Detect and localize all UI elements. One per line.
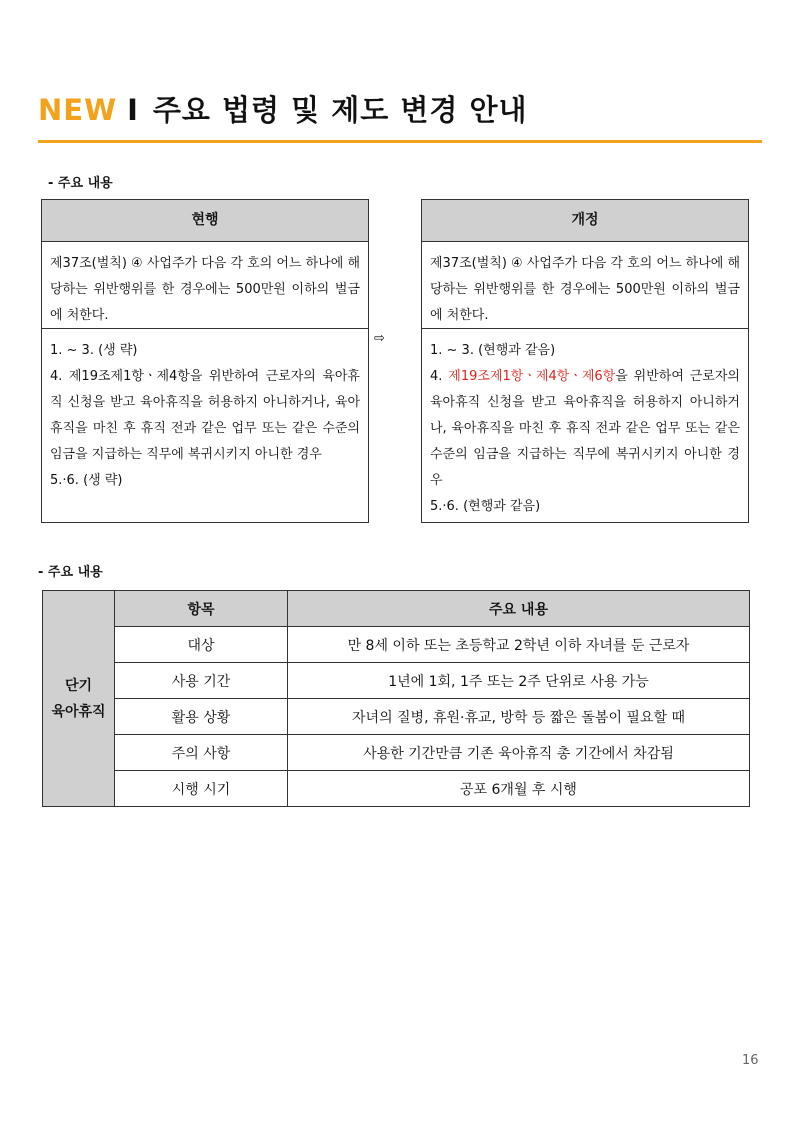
- current-item-4: 4. 제19조제1항ㆍ제4항을 위반하여 근로자의 육아휴직 신청을 받고 육아휴직을 허용하지 아니하거나, 육아휴직을 마친 후 휴직 전과 같은 업무 또는 같은 수준의 임금을 지급하는 직무에 복귀시키지 아니한 경우: [50, 369, 360, 462]
- table-header-row: [43, 591, 750, 627]
- arrow-icon: ⇨: [374, 331, 385, 346]
- row-content: 공포 6개월 후 시행: [288, 771, 750, 807]
- row-content: 1년에 1회, 1주 또는 2주 단위로 사용 가능: [288, 663, 750, 699]
- revised-article: 제37조(벌칙) ④ 사업주가 다음 각 호의 어느 하나에 해당하는 위반행위를 한 경우에는 500만원 이하의 벌금에 처한다.: [422, 242, 748, 329]
- title-text: 주요 법령 및 제도 변경 안내: [152, 93, 528, 127]
- table-row: [43, 663, 750, 699]
- title-underline: [38, 140, 762, 143]
- table-row: [43, 627, 750, 663]
- revised-law-box: [421, 199, 749, 523]
- section-label: - 주요 내용: [38, 565, 103, 580]
- revised-item-4: [430, 364, 740, 494]
- table-row: [43, 699, 750, 735]
- revised-item-4-rest: 을 위반하여 근로자의 육아휴직 신청을 받고 육아휴직을 허용하지 아니하거나, 육아휴직을 마친 후 휴직 전과 같은 업무 또는 같은 수준의 임금을 지급하는 직무에 복귀시키지 아니한 경우: [430, 369, 740, 488]
- current-law-box: [41, 199, 369, 523]
- section-label: - 주요 내용: [48, 176, 113, 191]
- current-article: 제37조(벌칙) ④ 사업주가 다음 각 호의 어느 하나에 해당하는 위반행위를 한 경우에는 500만원 이하의 벌금에 처한다.: [42, 242, 368, 329]
- current-heading: 현행: [42, 200, 368, 242]
- category-line-2: 육아휴직: [51, 703, 106, 720]
- revised-heading: 개정: [422, 200, 748, 242]
- new-badge: NEW: [38, 93, 118, 127]
- category-cell: [43, 591, 115, 807]
- short-term-leave-table: [42, 590, 750, 807]
- current-item-1-3: 1. ~ 3. (생 략): [50, 343, 138, 358]
- revised-highlight: 제19조제1항ㆍ제4항ㆍ제6항: [448, 369, 616, 384]
- column-header: 주요 내용: [288, 591, 750, 627]
- revised-item-4-prefix: 4.: [430, 369, 449, 384]
- revised-item-5-6: 5.·6. (현행과 같음): [430, 499, 541, 514]
- row-item: 활용 상황: [115, 699, 288, 735]
- row-content: 사용한 기간만큼 기존 육아휴직 총 기간에서 차감됨: [288, 735, 750, 771]
- row-item: 주의 사항: [115, 735, 288, 771]
- row-item: 대상: [115, 627, 288, 663]
- current-items: [42, 329, 368, 522]
- column-header: 항목: [115, 591, 288, 627]
- row-content: 자녀의 질병, 휴원·휴교, 방학 등 짧은 돌봄이 필요할 때: [288, 699, 750, 735]
- title-separator: I: [127, 93, 139, 127]
- table-row: [43, 735, 750, 771]
- revised-item-1-3: 1. ~ 3. (현행과 같음): [430, 343, 556, 358]
- page-title: [38, 88, 528, 129]
- table-row: [43, 771, 750, 807]
- row-item: 사용 기간: [115, 663, 288, 699]
- current-item-5-6: 5.·6. (생 략): [50, 473, 123, 488]
- row-content: 만 8세 이하 또는 초등학교 2학년 이하 자녀를 둔 근로자: [288, 627, 750, 663]
- row-item: 시행 시기: [115, 771, 288, 807]
- category-line-1: 단기: [64, 677, 93, 694]
- page-number: 16: [742, 1053, 759, 1068]
- revised-items: [422, 329, 748, 522]
